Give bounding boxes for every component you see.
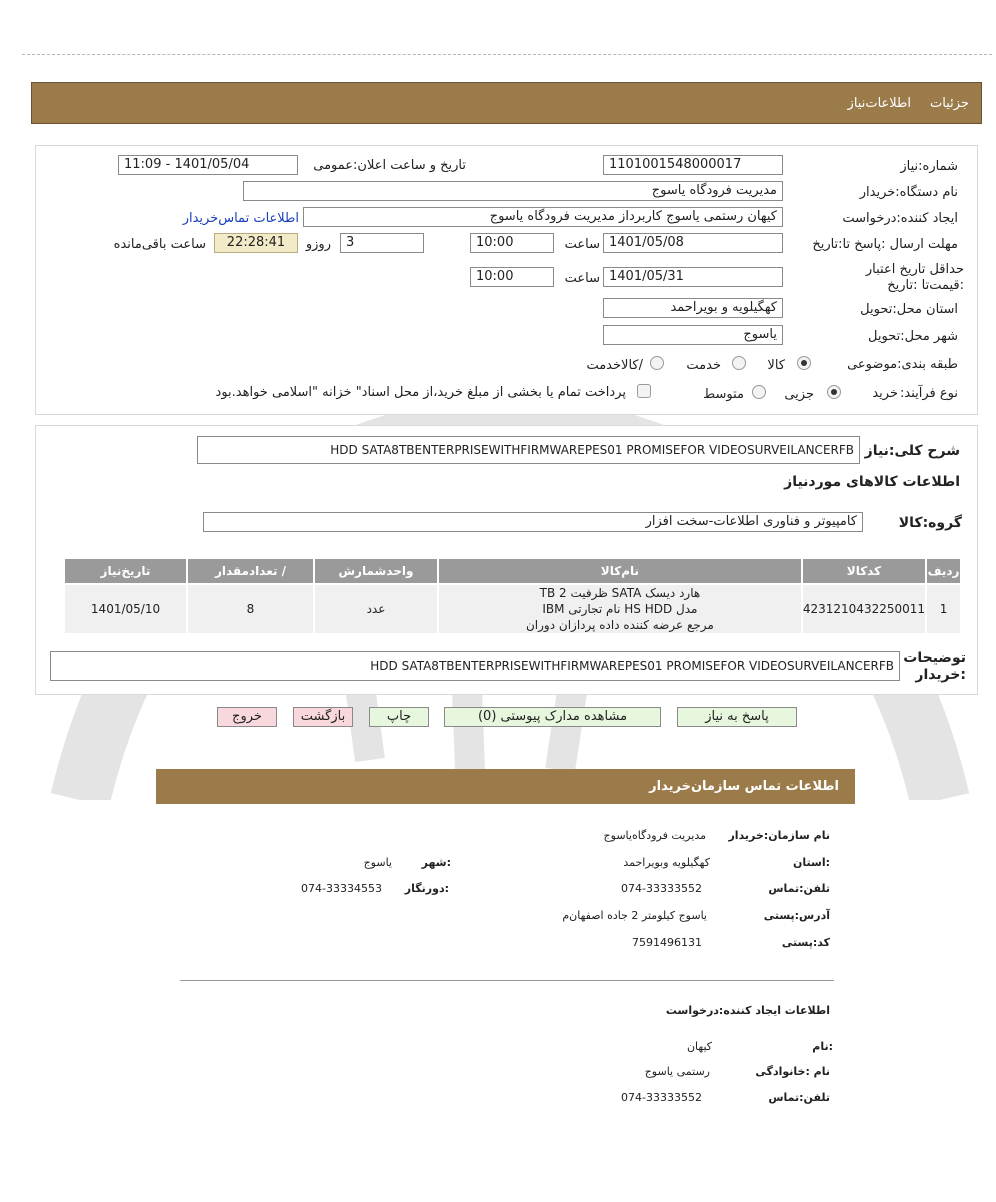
buyer-org-label: نام دستگاه:خریدار bbox=[859, 185, 958, 200]
contact-city-value: یاسوج bbox=[363, 856, 392, 869]
validity-label: حداقل تاریخ اعتبار :قیمت‌تا :تاریخ bbox=[865, 262, 964, 293]
cell-name bbox=[439, 585, 801, 633]
category-goods-label: کالا bbox=[767, 358, 785, 373]
deadline-time-field: 10:00 bbox=[470, 233, 554, 253]
col-header-index: ردیف bbox=[927, 559, 960, 583]
col-header-qty: / تعدادمقدار bbox=[188, 559, 313, 583]
cell-unit: عدد bbox=[315, 585, 437, 633]
announce-field: 1401/05/04 - 11:09 bbox=[118, 155, 298, 175]
col-header-name: نام‌کالا bbox=[439, 559, 801, 583]
contact-fax-label: :دورنگار bbox=[404, 882, 449, 895]
tab-need-info[interactable]: اطلاعات‌نیاز bbox=[847, 96, 911, 111]
remaining-label: ساعت باقی‌مانده bbox=[113, 237, 206, 252]
goods-info-title: اطلاعات کالاهای موردنیاز bbox=[784, 474, 960, 490]
view-attachments-button[interactable]: مشاهده مدارک پیوستی (0) bbox=[444, 707, 661, 727]
process-partial-label: جزیی bbox=[784, 387, 814, 402]
contact-city-label: :شهر bbox=[421, 856, 451, 869]
creator-phone-label: تلفن:تماس bbox=[768, 1091, 830, 1104]
col-header-code: کدکالا bbox=[803, 559, 925, 583]
contact-phone-value: 074-33333552 bbox=[621, 882, 702, 895]
back-button[interactable]: بازگشت bbox=[293, 707, 353, 727]
buyer-contact-link[interactable]: اطلاعات تماس‌خریدار bbox=[182, 211, 299, 226]
goods-table bbox=[63, 557, 962, 635]
contact-fax-value: 074-33334553 bbox=[301, 882, 382, 895]
category-goods-radio[interactable] bbox=[797, 356, 811, 370]
cell-date: 1401/05/10 bbox=[65, 585, 186, 633]
need-number-label: شماره:نیاز bbox=[900, 159, 958, 174]
creator-phone-value: 074-33333552 bbox=[621, 1091, 702, 1104]
contact-province-label: :استان bbox=[793, 856, 830, 869]
cell-qty: 8 bbox=[188, 585, 313, 633]
tab-details[interactable]: جزئیات bbox=[930, 96, 969, 111]
buyer-notes-field: HDD SATA8TBENTERPRISEWITHFIRMWAREPES01 PROMISEFOR VIDEOSURVEILANCERFB bbox=[50, 651, 900, 681]
process-medium-radio[interactable] bbox=[752, 385, 766, 399]
creator-label: ایجاد کننده:درخواست bbox=[842, 211, 958, 226]
cell-code: 4231210432250011 bbox=[803, 585, 925, 633]
remaining-timer: 22:28:41 bbox=[214, 233, 298, 253]
contact-address-label: آدرس:پستی bbox=[763, 909, 830, 922]
deadline-label: مهلت ارسال :پاسخ تا:تاریخ bbox=[812, 237, 958, 252]
creator-family-label: نام :خانوادگی bbox=[755, 1065, 830, 1078]
category-service-radio[interactable] bbox=[732, 356, 746, 370]
creator-family-value: رستمی یاسوج bbox=[644, 1065, 710, 1078]
contact-org-value: مدیریت فرودگاه‌یاسوج bbox=[603, 829, 706, 842]
treasury-payment-checkbox[interactable] bbox=[637, 384, 651, 398]
category-both-label: /کالاخدمت bbox=[586, 358, 643, 373]
city-field: یاسوج bbox=[603, 325, 783, 345]
province-field: کهگیلویه و بویراحمد bbox=[603, 298, 783, 318]
table-row bbox=[65, 585, 960, 633]
province-label: استان محل:تحویل bbox=[860, 302, 958, 317]
creator-name-value: کیهان bbox=[686, 1040, 712, 1053]
cell-name-line2: مدل HS HDD نام تجارتی IBM bbox=[542, 602, 698, 616]
contact-province-value: کهگیلویه وبویراحمد bbox=[623, 856, 710, 869]
header-bar bbox=[31, 82, 982, 124]
process-partial-radio[interactable] bbox=[827, 385, 841, 399]
general-desc-field: HDD SATA8TBENTERPRISEWITHFIRMWAREPES01 PROMISEFOR VIDEOSURVEILANCERFB bbox=[197, 436, 860, 464]
validity-date-field: 1401/05/31 bbox=[603, 267, 783, 287]
days-field: 3 bbox=[340, 233, 424, 253]
process-buy-label: خرید bbox=[872, 386, 898, 401]
goods-group-field: کامپیوتر و فناوری اطلاعات-سخت افزار bbox=[203, 512, 863, 532]
goods-group-label: گروه:کالا bbox=[898, 515, 962, 531]
creator-info-title: اطلاعات ایجاد کننده:درخواست bbox=[665, 1004, 830, 1017]
treasury-payment-note: پرداخت تمام یا بخشی از مبلغ خرید،از محل اسناد" خزانه "اسلامی خواهد.بود bbox=[215, 385, 626, 400]
contact-postal-label: کد:پستی bbox=[781, 936, 830, 949]
announce-label: تاریخ و ساعت اعلان:عمومی bbox=[313, 158, 466, 173]
creator-field: کیهان رستمی یاسوج کاربرداز مدیریت فرودگاه یاسوج bbox=[303, 207, 783, 227]
cell-name-line3: مرجع عرضه کننده داده پردازان دوران bbox=[525, 618, 714, 632]
city-label: شهر محل:تحویل bbox=[868, 329, 958, 344]
days-label: روزو bbox=[305, 237, 331, 252]
contact-section-title: اطلاعات تماس سازمان‌خریدار bbox=[649, 779, 839, 794]
contact-org-label: نام سازمان:خریدار bbox=[728, 829, 830, 842]
general-desc-label: شرح کلی:نیاز bbox=[864, 443, 960, 459]
cell-name-line1: هارد دیسک SATA ظرفیت 2 TB bbox=[539, 586, 701, 600]
reply-button[interactable]: پاسخ به نیاز bbox=[677, 707, 797, 727]
contact-divider bbox=[180, 980, 834, 981]
print-button[interactable]: چاپ bbox=[369, 707, 429, 727]
contact-postal-value: 7591496131 bbox=[632, 936, 702, 949]
creator-name-label: :نام bbox=[812, 1040, 833, 1053]
col-header-unit: واحدشمارش bbox=[315, 559, 437, 583]
contact-section-header bbox=[156, 769, 855, 804]
contact-phone-label: تلفن:تماس bbox=[768, 882, 830, 895]
cell-index: 1 bbox=[927, 585, 960, 633]
validity-time-label: ساعت bbox=[564, 271, 600, 286]
process-label: نوع فرآیند: bbox=[900, 386, 958, 401]
need-number-field: 1101001548000017 bbox=[603, 155, 783, 175]
deadline-date-field: 1401/05/08 bbox=[603, 233, 783, 253]
buyer-org-field: مدیریت فرودگاه یاسوج bbox=[243, 181, 783, 201]
process-medium-label: متوسط bbox=[703, 387, 744, 402]
exit-button[interactable]: خروج bbox=[217, 707, 277, 727]
category-label: طبقه بندی:موضوعی bbox=[847, 357, 958, 372]
buyer-notes-label: توضیحات :خریدار bbox=[903, 650, 966, 683]
contact-address-value: یاسوج کیلومتر 2 جاده اصفهان‌م bbox=[562, 909, 707, 922]
category-both-radio[interactable] bbox=[650, 356, 664, 370]
deadline-time-label: ساعت bbox=[564, 237, 600, 252]
category-service-label: خدمت bbox=[686, 358, 721, 373]
col-header-date: تاریخ‌نیاز bbox=[65, 559, 186, 583]
top-divider bbox=[22, 54, 992, 55]
validity-time-field: 10:00 bbox=[470, 267, 554, 287]
